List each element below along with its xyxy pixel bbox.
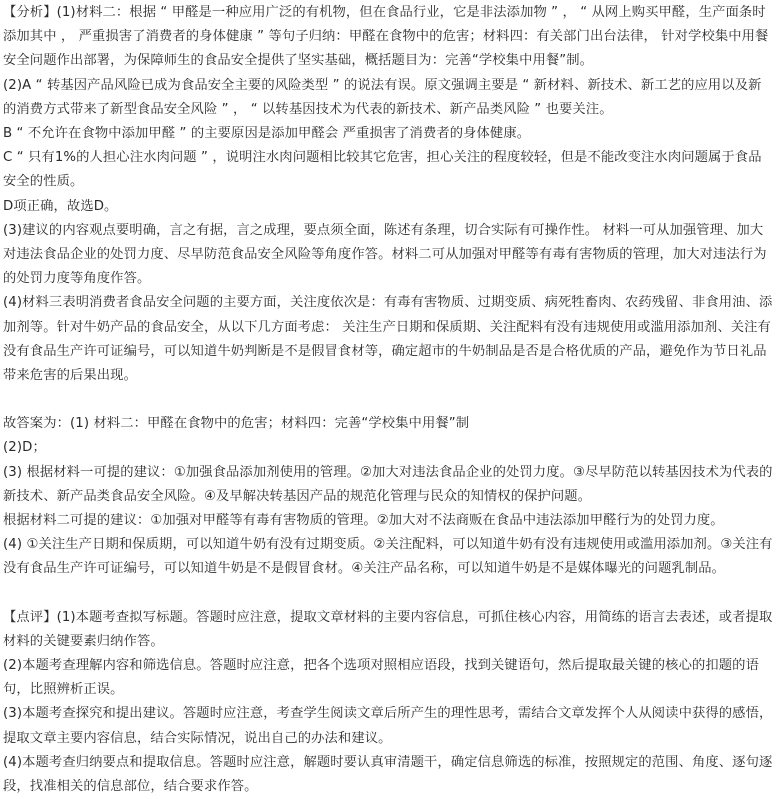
comment-paragraph-2: (2)本题考查理解内容和筛选信息。答题时应注意，把各个选项对照相应语段，找到关键语句，然后提取最关键的核心的扣题的语句，比照辨析正误。	[3, 658, 759, 698]
analysis-paragraph-2: (2)A “ 转基因产品风险已成为食品安全主要的风险类型 ” 的说法有误。原文强调主要是 “ 新材料、新技术、新工艺的应用以及新的消费方式带来了新型食品安全风险 ” ， “ 以转基因技术为代表的新技术、新产品类风险 ” 也要关注。	[3, 77, 762, 117]
comment-paragraph-3: (3)本题考查探究和提出建议。答题时应注意，考查学生阅读文章后所产生的理性思考，需结合文章发挥个人从阅读中获得的感悟，提取文章主要内容信息，结合实际情况，说出自己的办法和建议。	[3, 706, 773, 746]
analysis-paragraph-5: D项正确，故选D。	[3, 198, 118, 214]
analysis-paragraph-6: (3)建议的内容观点要明确，言之有据，言之成理，要点须全面，陈述有条理，切合实际有可操作性。 材料一可从加强管理、加大对违法食品企业的处罚力度、尽早防范食品安全风险等角度作答。材料二可从加强对甲醛等有毒有害物质的管理，加大对违法行为的处罚力度等角度作答。	[3, 222, 767, 287]
answer-paragraph-3: (3) 根据材料一可提的建议：①加强食品添加剂使用的管理。②加大对违法食品企业的处罚力度。③尽早防范以转基因技术为代表的新技术、新产品类食品安全风险。④及早解决转基因产品的规范化管理与民众的知情权的保护问题。	[3, 464, 773, 504]
answer-paragraph-4: 根据材料二可提的建议：①加强对甲醛等有毒有害物质的管理。②加大对不法商贩在食品中违法添加甲醛行为的处罚力度。	[3, 513, 724, 529]
answer-paragraph-1: 故答案为：(1) 材料二：甲醛在食物中的危害；材料四：完善“学校集中用餐”制	[3, 416, 470, 432]
comment-paragraph-1: 【点评】(1)本题考查拟写标题。答题时应注意，提取文章材料的主要内容信息，可抓住核心内容，用简练的语言去表述，或者提取材料的关键要素归纳作答。	[3, 609, 773, 649]
answer-paragraph-2: (2)D；	[3, 440, 46, 456]
analysis-section	[3, 1, 774, 388]
answer-paragraph-5: (4) ①关注生产日期和保质期，可以知道牛奶有没有过期变质。②关注配料，可以知道牛奶有没有违规使用或滥用添加剂。③关注有没有食品生产许可证编号，可以知道牛奶是不是假冒食材。④关注产品名称，可以知道牛奶是不是媒体曝光的问题乳制品。	[3, 537, 773, 577]
answer-section	[3, 412, 774, 581]
analysis-paragraph-4: C “ 只有1%的人担心注水肉问题 ” ，说明注水肉问题相比较其它危害，担心关注的程度较轻，但是不能改变注水肉问题属于食品安全的性质。	[3, 150, 762, 190]
analysis-paragraph-3: B “ 不允许在食物中添加甲醛 ” 的主要原因是添加甲醛会 严重损害了消费者的身体健康。	[3, 126, 531, 142]
comment-section	[3, 606, 774, 799]
analysis-paragraph-1: 【分析】(1)材料二：根据 “ 甲醛是一种应用广泛的有机物，但在食品行业，它是非法添加物 ” ， “ 从网上购买甲醛，生产面条时添加其中 ， 严重损害了消费者的身体健康 ” 等句子归纳：甲醛在食物中的危害；材料四：有关部门出台法律， 针对学校集中用餐安全问题作出部署，为保障师生的食品安全提供了坚实基础，概括题目为：完善“学校集中用餐”制。	[3, 5, 769, 69]
comment-paragraph-4: (4)本题考查归纳要点和提取信息。答题时应注意，解题时要认真审清题干，确定信息筛选的标准，按照规定的范围、角度、逐句逐段，找准相关的信息部位，结合要求作答。	[3, 754, 773, 795]
analysis-paragraph-7: (4)材料三表明消费者食品安全问题的主要方面，关注度依次是：有毒有害物质、过期变质、病死牲畜肉、农药残留、非食用油、添加剂等。针对牛奶产品的食品安全，从以下几方面考虑： 关注生产日期和保质期、关注配料有没有违规使用或滥用添加剂、关注有没有食品生产许可证编号，可以知道牛奶判断是不是假冒食材等，确定超市的牛奶制品是否是合格优质的产品，避免作为节日礼品带来危害的后果出现。	[3, 295, 773, 384]
